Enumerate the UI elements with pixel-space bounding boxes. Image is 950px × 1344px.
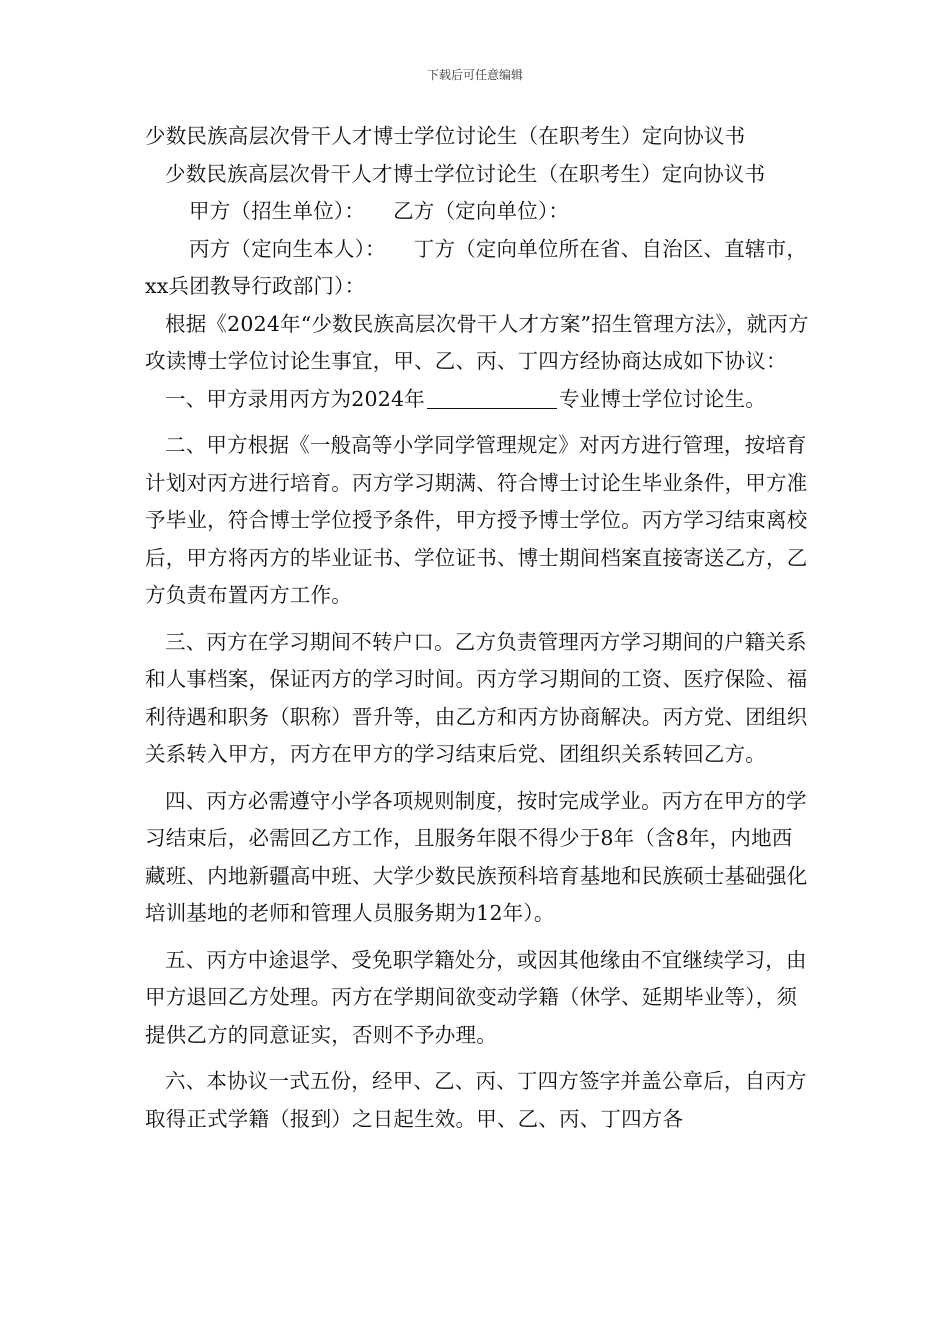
clause-3: 三、丙方在学习期间不转户口。乙方负责管理丙方学习期间的户籍关系和人事档案，保证丙方的学习时间。丙方学习期间的工资、医疗保险、福利待遇和职务（职称）晋升等，由乙方和丙方协商解决。丙方党、团组织关系转入甲方，丙方在甲方的学习结束后党、团组织关系转回乙方。 [145,629,808,766]
document-body [145,118,810,1138]
parties-line-2 [145,231,810,306]
clause-1-text-after: 专业博士学位讨论生。 [558,386,766,411]
clause-5: 五、丙方中途退学、受免职学籍处分，或因其他缘由不宜继续学习，由甲方退回乙方处理。丙方在学期间欲变动学籍（休学、延期毕业等），须提供乙方的同意证实，否则不予办理。 [145,947,807,1047]
clause-4: 四、丙方必需遵守小学各项规则制度，按时完成学业。丙方在甲方的学习结束后，必需回乙方工作，且服务年限不得少于8年（含8年，内地西藏班、内地新疆高中班、大学少数民族预科培育基地和民族硕士基础强化培训基地的老师和管理人员服务期为12年）。 [145,788,808,925]
party-c-label: 丙方（定向生本人）： [189,236,386,261]
party-b-label: 乙方（定向单位）： [393,199,570,223]
party-a-label: 甲方（招生单位）： [189,199,366,223]
preamble-paragraph: 根据《2024年“少数民族高层次骨干人才方案”招生管理方法》，就丙方攻读博士学位讨论生事宜，甲、乙、丙、丁四方经协商达成如下协议： [145,311,809,373]
clause-6: 六、本协议一式五份，经甲、乙、丙、丁四方签字并盖公章后，自丙方取得正式学籍（报到）之日起生效。甲、乙、丙、丁四方各 [145,1069,807,1131]
clause-1 [145,381,810,419]
major-blank-line [427,407,557,409]
party-d-label: 丁方（定向单位所在省、自治区、直辖市，xx兵团教导行政部门）： [145,236,808,298]
clause-2: 二、甲方根据《一般高等小学同学管理规定》对丙方进行管理，按培育计划对丙方进行培育。丙方学习期满、符合博士讨论生毕业条件，甲方准予毕业，符合博士学位授予条件，甲方授予博士学位。丙方学习结束离校后，甲方将丙方的毕业证书、学位证书、博士期间档案直接寄送乙方，乙方负责布置丙方工作。 [145,433,808,607]
parties-line-1 [145,193,810,231]
page-header-note: 下载后可任意编辑 [426,68,523,82]
clause-1-text-before: 一、甲方录用丙方为2024年 [165,386,425,411]
document-title: 少数民族高层次骨干人才博士学位讨论生（在职考生）定向协议书 [145,124,746,148]
document-title-repeat: 少数民族高层次骨干人才博士学位讨论生（在职考生）定向协议书 [165,161,766,186]
